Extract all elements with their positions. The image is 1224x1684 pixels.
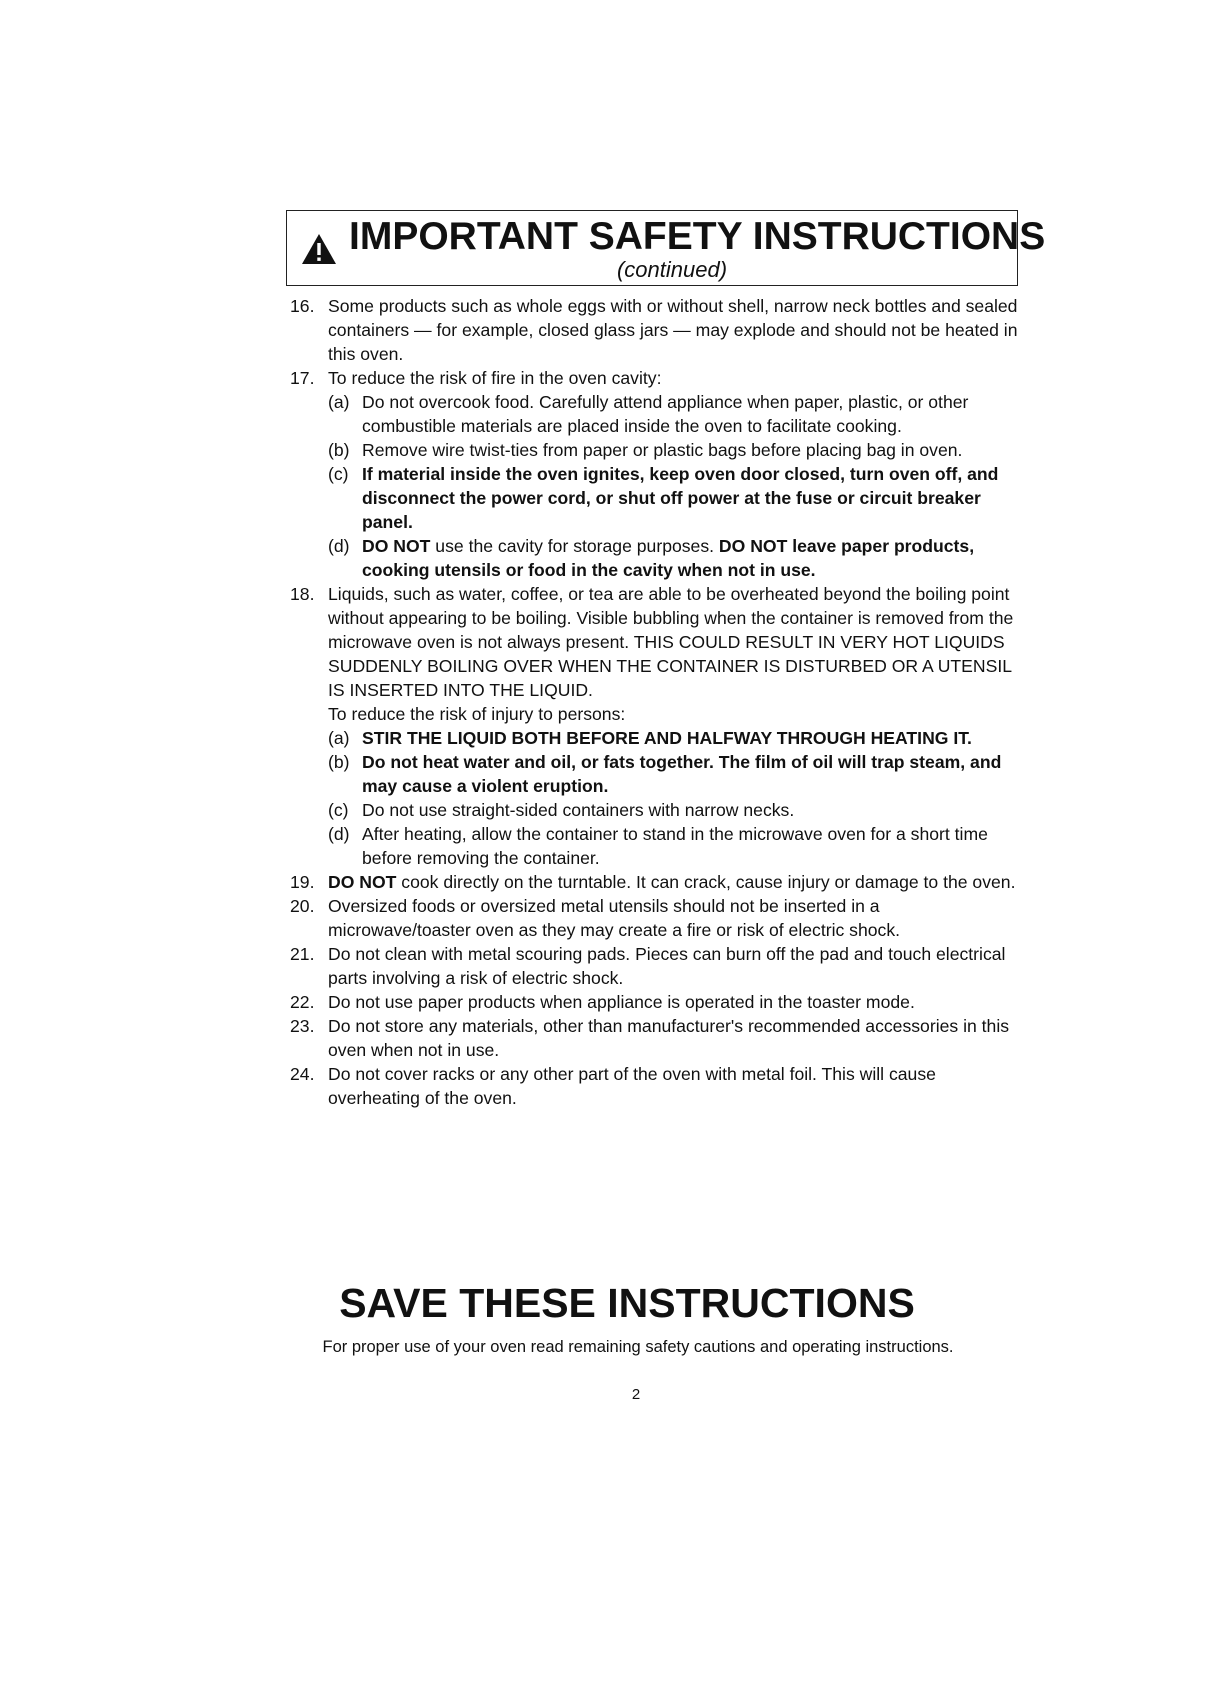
instruction-21 [290,942,1026,990]
sub-item-label: (b) [328,440,350,460]
item-text: cook directly on the turntable. It can crack, cause injury or damage to the oven. [396,872,1016,892]
sub-item-17a [328,390,1026,438]
sub-item-label: (a) [328,392,350,412]
sub-item-17d [328,534,1026,582]
sub-item-text: Do not use straight-sided containers with narrow necks. [362,800,795,820]
sub-item-18b [328,750,1026,798]
sub-item-18a [328,726,1026,750]
instruction-16 [290,294,1026,366]
save-instructions-heading: SAVE THESE INSTRUCTIONS [339,1280,915,1326]
item-number: 16. [290,296,315,316]
instruction-18 [290,582,1026,870]
sub-item-18c [328,798,1026,822]
sub-item-label: (b) [328,752,350,772]
item-number: 18. [290,584,315,604]
item-number: 20. [290,896,315,916]
instructions-list [290,294,1026,1110]
item-number: 21. [290,944,315,964]
sub-item-label: (d) [328,824,350,844]
instruction-19 [290,870,1026,894]
item-number: 19. [290,872,315,892]
sub-item-text: Remove wire twist-ties from paper or plastic bags before placing bag in oven. [362,440,963,460]
instruction-23 [290,1014,1026,1062]
emphasis-text: DO NOT [328,872,397,892]
item-text: Liquids, such as water, coffee, or tea are able to be overheated beyond the boiling point without appearing to be boiling. Visible bubbling when the container is removed from the microwave oven is not always present. THIS COULD RESULT IN VERY HOT LIQUIDS SUDDENLY BOILING OVER WHEN THE CONTAINER IS DISTURBED OR A UTENSIL IS INSERTED INTO THE LIQUID. [328,584,1014,700]
item-number: 17. [290,368,315,388]
sub-item-18d [328,822,1026,870]
sub-item-text: STIR THE LIQUID BOTH BEFORE AND HALFWAY THROUGH HEATING IT. [362,728,972,748]
sub-item-label: (c) [328,464,349,484]
item-number: 23. [290,1016,315,1036]
item-text: Do not clean with metal scouring pads. Pieces can burn off the pad and touch electrical parts involving a risk of electric shock. [328,944,1006,988]
item-text: Some products such as whole eggs with or without shell, narrow neck bottles and sealed containers — for example, closed glass jars — may explode and should not be heated in this oven. [328,296,1018,364]
item-text: Oversized foods or oversized metal utensils should not be inserted in a microwave/toaster oven as they may create a fire or risk of electric shock. [328,896,901,940]
item-text: Do not cover racks or any other part of the oven with metal foil. This will cause overheating of the oven. [328,1064,936,1108]
item-number: 24. [290,1064,315,1084]
sub-item-label: (d) [328,536,350,556]
instruction-20 [290,894,1026,942]
sub-item-text: If material inside the oven ignites, keep oven door closed, turn oven off, and disconnect the power cord, or shut off power at the fuse or circuit breaker panel. [362,464,999,532]
save-instructions-note: For proper use of your oven read remaining safety cautions and operating instructions. [322,1338,954,1356]
instruction-22 [290,990,1026,1014]
sub-item-17b [328,438,1026,462]
emphasis-text: DO NOT [362,536,431,556]
sub-item-label: (a) [328,728,350,748]
sub-item-text: use the cavity for storage purposes. [430,536,719,556]
sub-item-text: After heating, allow the container to stand in the microwave oven for a short time before removing the container. [362,824,988,868]
emphasis-text: DO NOT leave paper products, cooking utensils or food in the cavity when not in use. [362,536,975,580]
page-title: IMPORTANT SAFETY INSTRUCTIONS [349,215,1046,258]
item-text: Do not store any materials, other than manufacturer's recommended accessories in this oven when not in use. [328,1016,1010,1060]
header-box [286,210,1046,286]
page-subtitle: (continued) [616,257,728,282]
sub-item-label: (c) [328,800,349,820]
instruction-17 [290,366,1026,582]
sub-item-text: Do not overcook food. Carefully attend appliance when paper, plastic, or other combustible materials are placed inside the oven to facilitate cooking. [362,392,969,436]
item-text: To reduce the risk of fire in the oven cavity: [328,368,662,388]
sub-item-text: Do not heat water and oil, or fats together. The film of oil will trap steam, and may cause a violent eruption. [362,752,1002,796]
item-intro: To reduce the risk of injury to persons: [328,704,626,724]
sub-item-17c [328,462,1026,534]
item-text: Do not use paper products when appliance is operated in the toaster mode. [328,992,915,1012]
item-number: 22. [290,992,315,1012]
page-number: 2 [631,1386,641,1403]
instruction-24 [290,1062,1026,1110]
